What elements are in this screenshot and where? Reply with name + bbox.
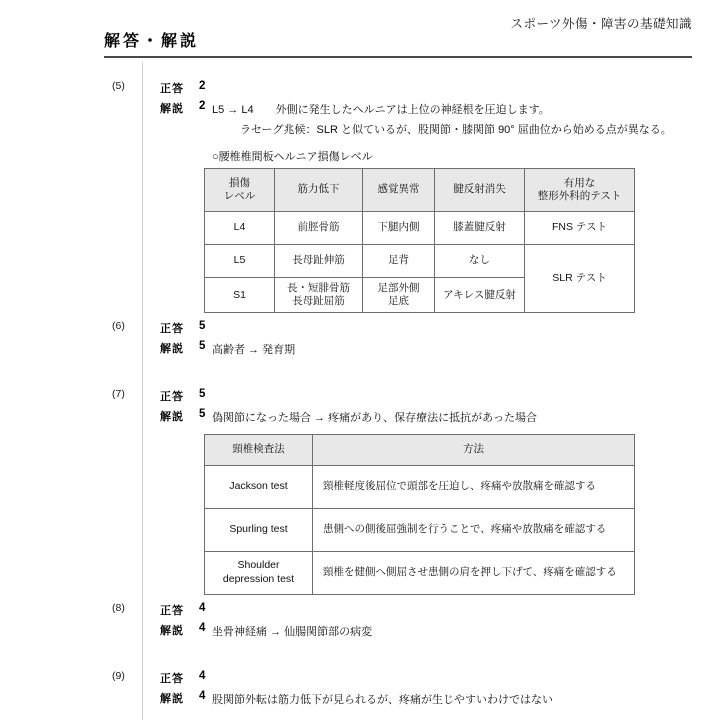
cell-strength-l5: 長母趾伸筋 — [275, 245, 363, 278]
explanation-value: 4 — [199, 690, 206, 702]
cell-method-spurling: 患側への側後屈強制を行うことで、疼痛や放散痛を確認する — [313, 509, 635, 552]
cell-test-shoulder-line2: depression test — [222, 573, 295, 585]
col-header-test-line2: 整形外科的テスト — [537, 190, 622, 202]
cell-level-l4: L4 — [205, 212, 275, 245]
correct-value: 5 — [199, 388, 206, 400]
cervical-test-table — [204, 434, 635, 595]
cell-strength-s1-line2: 長母趾屈筋 — [292, 295, 345, 308]
explanation-line-1: L5 → L4 外側に発生したヘルニアは上位の神経根を圧迫します。 — [212, 104, 550, 116]
cell-sensory-s1 — [363, 278, 435, 313]
explanation-label: 解説 — [160, 625, 184, 637]
cell-reflex-s1: アキレス腱反射 — [435, 278, 525, 313]
correct-value: 4 — [199, 602, 206, 614]
cell-strength-s1-line1: 長・短腓骨筋 — [287, 282, 350, 294]
correct-label: 正答 — [160, 83, 184, 95]
col-header-method: 方法 — [313, 435, 635, 466]
col-header-level — [205, 169, 275, 212]
correct-value: 4 — [199, 670, 206, 682]
correct-label: 正答 — [160, 391, 184, 403]
item-number: (9) — [112, 670, 125, 682]
col-header-test-line1: 有用な — [563, 176, 596, 189]
col-header-level-line2: レベル — [223, 190, 256, 202]
correct-value: 5 — [199, 320, 206, 332]
explanation-line-1: 偽関節になった場合 → 疼痛があり、保存療法に抵抗があった場合 — [212, 412, 538, 424]
table-caption-lumbar: ○腰椎椎間板ヘルニア損傷レベル — [212, 151, 373, 163]
correct-label: 正答 — [160, 323, 184, 335]
header-divider — [104, 56, 692, 58]
cell-test-slr: SLR テスト — [525, 245, 635, 313]
explanation-value: 5 — [199, 408, 206, 420]
cell-level-l5: L5 — [205, 245, 275, 278]
cell-test-shoulder-line1: Shoulder — [237, 559, 280, 572]
col-header-level-line1: 損傷 — [229, 176, 250, 189]
explanation-line-2: ラセーグ兆候：SLR と似ているが、股関節・膝関節 90° 屈曲位から始める点が異なる。 — [240, 124, 672, 136]
table-row — [205, 552, 635, 595]
cell-reflex-l5: なし — [435, 245, 525, 278]
cell-test-shoulder-depression — [205, 552, 313, 595]
cell-test-l4: FNS テスト — [525, 212, 635, 245]
col-header-test — [525, 169, 635, 212]
cell-sensory-s1-line1: 足部外側 — [377, 282, 420, 294]
explanation-line-1: 股関節外転は筋力低下が見られるが、疼痛が生じやすいわけではない — [212, 694, 553, 706]
table-header-row — [205, 169, 635, 212]
cell-sensory-s1-line2: 足底 — [388, 295, 409, 308]
cell-sensory-l5: 足背 — [363, 245, 435, 278]
item-number: (6) — [112, 320, 125, 332]
cell-strength-s1 — [275, 278, 363, 313]
col-header-strength: 筋力低下 — [275, 169, 363, 212]
item-number: (7) — [112, 388, 125, 400]
explanation-label: 解説 — [160, 411, 184, 423]
col-header-cervical-test: 頸椎検査法 — [205, 435, 313, 466]
page-title: 解答・解説 — [104, 33, 200, 50]
cell-sensory-l4: 下腿内側 — [363, 212, 435, 245]
explanation-label: 解説 — [160, 693, 184, 705]
cell-test-spurling: Spurling test — [205, 509, 313, 552]
item-number: (8) — [112, 602, 125, 614]
explanation-value: 5 — [199, 340, 206, 352]
explanation-line-1: 高齢者 → 発育期 — [212, 344, 296, 356]
correct-label: 正答 — [160, 605, 184, 617]
cell-level-s1: S1 — [205, 278, 275, 313]
col-header-sensory: 感覚異常 — [363, 169, 435, 212]
lumbar-hernia-table — [204, 168, 635, 313]
explanation-line-1: 坐骨神経痛 → 仙腸関節部の病変 — [212, 626, 373, 638]
cell-strength-l4: 前脛骨筋 — [275, 212, 363, 245]
running-head: スポーツ外傷・障害の基礎知識 — [510, 17, 692, 31]
cell-method-jackson: 頸椎軽度後屈位で頭部を圧迫し、疼痛や放散痛を確認する — [313, 466, 635, 509]
explanation-label: 解説 — [160, 343, 184, 355]
cell-method-shoulder-depression: 頸椎を健側へ側屈させ患側の肩を押し下げて、疼痛を確認する — [313, 552, 635, 595]
page-header — [0, 0, 720, 58]
page-content — [0, 62, 720, 720]
cell-reflex-l4: 膝蓋腱反射 — [435, 212, 525, 245]
correct-value: 2 — [199, 80, 206, 92]
table-header-row — [205, 435, 635, 466]
table-row — [205, 245, 635, 278]
table-row — [205, 212, 635, 245]
table-row — [205, 509, 635, 552]
item-number: (5) — [112, 80, 125, 92]
explanation-label: 解説 — [160, 103, 184, 115]
col-header-reflex: 腱反射消失 — [435, 169, 525, 212]
explanation-value: 2 — [199, 100, 206, 112]
correct-label: 正答 — [160, 673, 184, 685]
table-row — [205, 466, 635, 509]
cell-test-jackson: Jackson test — [205, 466, 313, 509]
explanation-value: 4 — [199, 622, 206, 634]
